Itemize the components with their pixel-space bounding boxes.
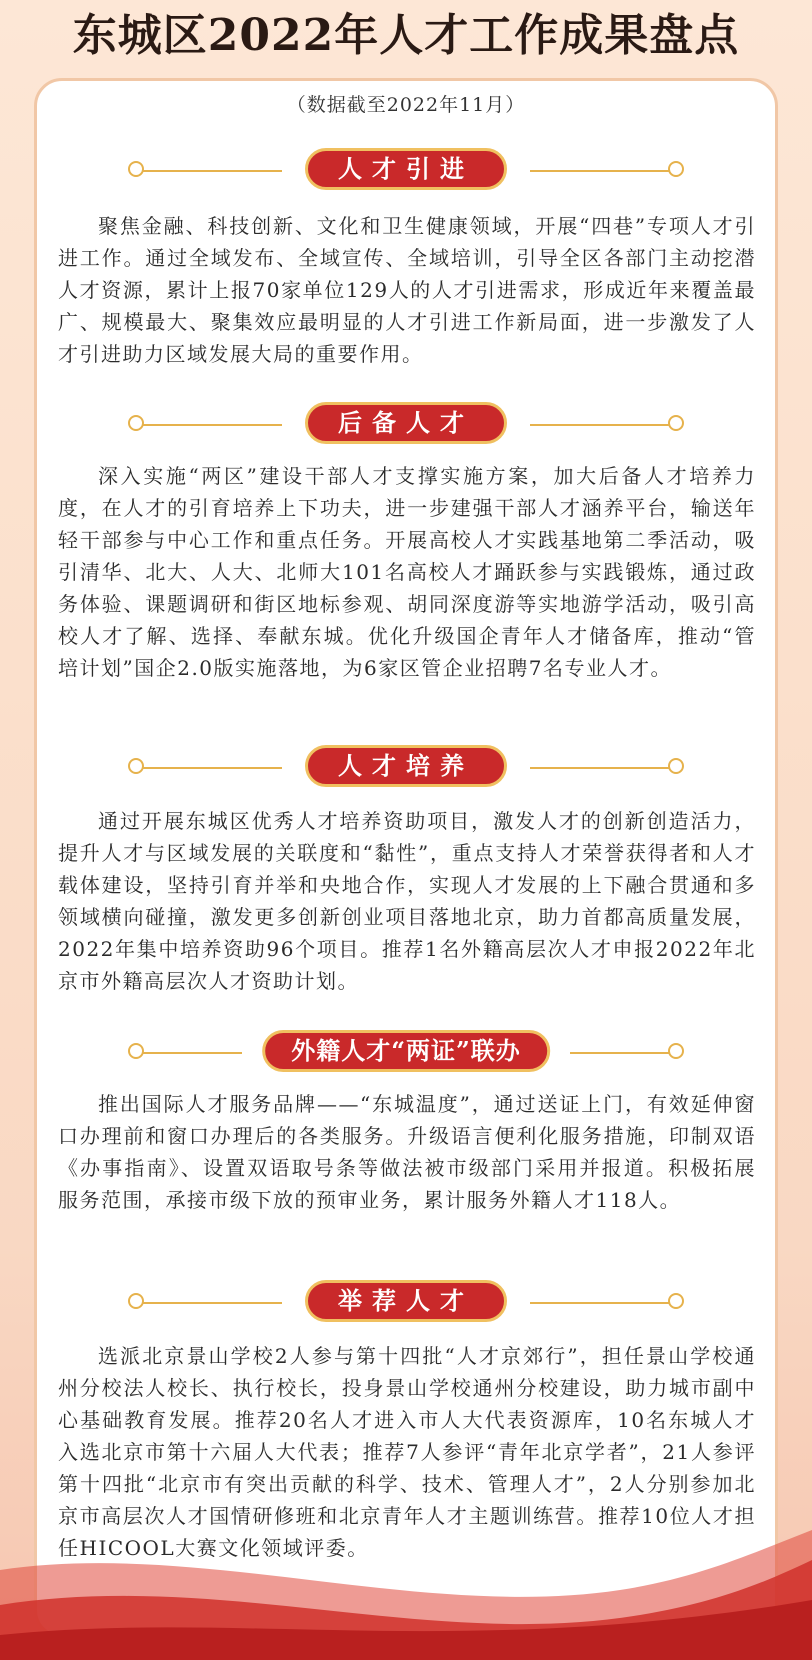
heading-pill: 外籍人才“两证”联办 bbox=[262, 1030, 550, 1072]
section-paragraph: 深入实施“两区”建设干部人才支撑实施方案，加大后备人才培养力度，在人才的引育培养上下功夫，进一步建强干部人才涵养平台，输送年轻干部参与中心工作和重点任务。开展高校人才实践基地第二季活动，吸引清华、北大、人大、北师大101名高校人才踊跃参与实践锻炼，通过政务体验、课题调研和街区地标参观、胡同深度游等实地游学活动，吸引高校人才了解、选择、奉献东城。优化升级国企青年人才储备库，推动“管培计划”国企2.0版实施落地，为6家区管企业招聘7名专业人才。 bbox=[58, 464, 756, 680]
heading-dot-icon bbox=[128, 758, 144, 774]
heading-pill: 举荐人才 bbox=[305, 1280, 507, 1322]
heading-line bbox=[142, 767, 282, 769]
heading-line bbox=[142, 170, 282, 172]
heading-dot-icon bbox=[668, 1043, 684, 1059]
heading-line bbox=[142, 1302, 282, 1304]
section-paragraph: 聚焦金融、科技创新、文化和卫生健康领域，开展“四巷”专项人才引进工作。通过全域发布、全域宣传、全域培训，引导全区各部门主动挖潜人才资源，累计上报70家单位129人的人才引进需求，形成近年来覆盖最广、规模最大、聚集效应最明显的人才引进工作新局面，进一步激发了人才引进助力区域发展大局的重要作用。 bbox=[58, 214, 756, 366]
heading-dot-icon bbox=[668, 161, 684, 177]
heading-pill: 人才培养 bbox=[305, 745, 507, 787]
section-heading-foreign-talent bbox=[128, 1030, 684, 1076]
heading-dot-icon bbox=[668, 758, 684, 774]
heading-line bbox=[142, 1052, 242, 1054]
heading-line bbox=[142, 424, 282, 426]
heading-line bbox=[530, 170, 670, 172]
heading-line bbox=[530, 424, 670, 426]
heading-line bbox=[530, 767, 670, 769]
heading-line bbox=[530, 1302, 670, 1304]
heading-dot-icon bbox=[128, 415, 144, 431]
section-paragraph: 推出国际人才服务品牌——“东城温度”，通过送证上门，有效延伸窗口办理前和窗口办理后的各类服务。升级语言便利化服务措施，印制双语《办事指南》、设置双语取号条等做法被市级部门采用并报道。积极拓展服务范围，承接市级下放的预审业务，累计服务外籍人才118人。 bbox=[58, 1092, 756, 1212]
section-heading-talent-cultivation bbox=[128, 745, 684, 791]
heading-dot-icon bbox=[668, 1293, 684, 1309]
section-heading-recommend-talent bbox=[128, 1280, 684, 1326]
heading-dot-icon bbox=[128, 1293, 144, 1309]
page-title: 东城区2022年人才工作成果盘点 bbox=[72, 10, 740, 61]
heading-pill: 人才引进 bbox=[305, 148, 507, 190]
heading-dot-icon bbox=[128, 1043, 144, 1059]
section-heading-reserve-talent bbox=[128, 402, 684, 448]
section-heading-talent-introduction bbox=[128, 148, 684, 194]
date-note: （数据截至2022年11月） bbox=[286, 94, 526, 116]
heading-dot-icon bbox=[668, 415, 684, 431]
heading-pill: 后备人才 bbox=[305, 402, 507, 444]
section-paragraph: 通过开展东城区优秀人才培养资助项目，激发人才的创新创造活力，提升人才与区域发展的关联度和“黏性”，重点支持人才荣誉获得者和人才载体建设，坚持引育并举和央地合作，实现人才发展的上下融合贯通和多领域横向碰撞，激发更多创新创业项目落地北京，助力首都高质量发展，2022年集中培养资助96个项目。推荐1名外籍高层次人才申报2022年北京市外籍高层次人才资助计划。 bbox=[58, 809, 756, 993]
heading-dot-icon bbox=[128, 161, 144, 177]
heading-line bbox=[570, 1052, 670, 1054]
section-paragraph: 选派北京景山学校2人参与第十四批“人才京郊行”，担任景山学校通州分校法人校长、执行校长，投身景山学校通州分校建设，助力城市副中心基础教育发展。推荐20名人才进入市人大代表资源库，10名东城人才入选北京市第十六届人大代表；推荐7人参评“青年北京学者”，21人参评第十四批“北京市有突出贡献的科学、技术、管理人才”，2人分别参加北京市高层次人才国情研修班和北京青年人才主题训练营。推荐10位人才担任HICOOL大赛文化领域评委。 bbox=[58, 1344, 756, 1560]
